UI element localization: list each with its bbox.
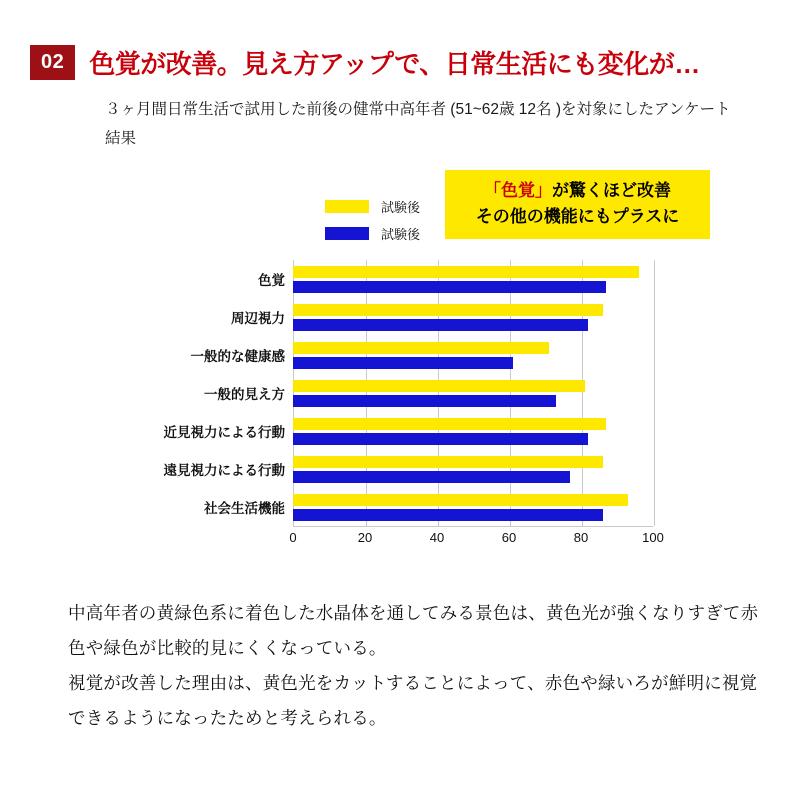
callout-highlight: 「色覚」: [484, 181, 552, 200]
x-tick-label: 0: [289, 530, 297, 545]
chart-x-axis: [293, 526, 653, 527]
chart-bar: [293, 342, 549, 354]
category-label: 一般的な健康感: [190, 349, 285, 364]
x-tick-label: 100: [642, 530, 664, 545]
chart-bar: [293, 494, 628, 506]
chart-bar: [293, 395, 556, 407]
chart-bar: [293, 418, 606, 430]
chart-bar: [293, 266, 639, 278]
section-number-badge: 02: [30, 45, 75, 80]
callout-line-1-rest: が驚くほど改善: [552, 181, 671, 200]
legend-item-pre: [325, 224, 420, 243]
subtitle-text: ３ヶ月間日常生活で試用した前後の健常中高年者 (51~62歳 12名 )を対象にしたアンケート結果: [105, 101, 731, 147]
chart-bars: [293, 260, 653, 526]
chart-bar: [293, 319, 588, 331]
legend-swatch-blue: [325, 227, 369, 240]
chart-bar: [293, 281, 606, 293]
callout-line-1: [451, 178, 704, 204]
x-tick-label: 60: [501, 530, 517, 545]
chart-bar: [293, 509, 603, 521]
category-label: 色覚: [258, 273, 285, 288]
callout-box: [445, 170, 710, 239]
chart-plot-area: [30, 260, 770, 560]
legend-label-post: 試験後: [381, 200, 421, 215]
chart-bar: [293, 380, 585, 392]
x-tick-label: 40: [429, 530, 445, 545]
page-header: [30, 44, 700, 81]
x-tick-label: 80: [573, 530, 589, 545]
chart-bar: [293, 433, 588, 445]
legend-swatch-yellow: [325, 200, 369, 213]
chart-bar: [293, 304, 603, 316]
callout-line-2: その他の機能にもプラスに: [475, 206, 680, 226]
category-label: 遠見視力による行動: [163, 463, 285, 478]
body-text: [68, 596, 768, 736]
chart-category-labels: [30, 260, 285, 526]
survey-chart: [30, 165, 770, 575]
x-tick-label: 20: [357, 530, 373, 545]
chart-bar: [293, 456, 603, 468]
body-paragraph-2: 視覚が改善した理由は、黄色光をカットすることによって、赤色や緑いろが鮮明に視覚できるようになったためと考えられる。: [68, 673, 758, 728]
chart-legend: [325, 197, 420, 243]
chart-bar: [293, 471, 570, 483]
category-label: 近見視力による行動: [163, 425, 285, 440]
chart-x-tick-labels: [289, 530, 664, 552]
category-label: 社会生活機能: [204, 501, 285, 516]
legend-label-pre: 試験後: [381, 227, 421, 242]
category-label: 一般的見え方: [204, 387, 285, 402]
legend-item-post: [325, 197, 420, 216]
category-label: 周辺視力: [231, 311, 285, 326]
chart-bar: [293, 357, 513, 369]
gridline: [654, 260, 655, 526]
page-title: 色覚が改善。見え方アップで、日常生活にも変化が…: [89, 49, 700, 79]
body-paragraph-1: 中高年者の黄緑色系に着色した水晶体を通してみる景色は、黄色光が強くなりすぎて赤色や緑色が比較的見にくくなっている。: [68, 603, 759, 658]
